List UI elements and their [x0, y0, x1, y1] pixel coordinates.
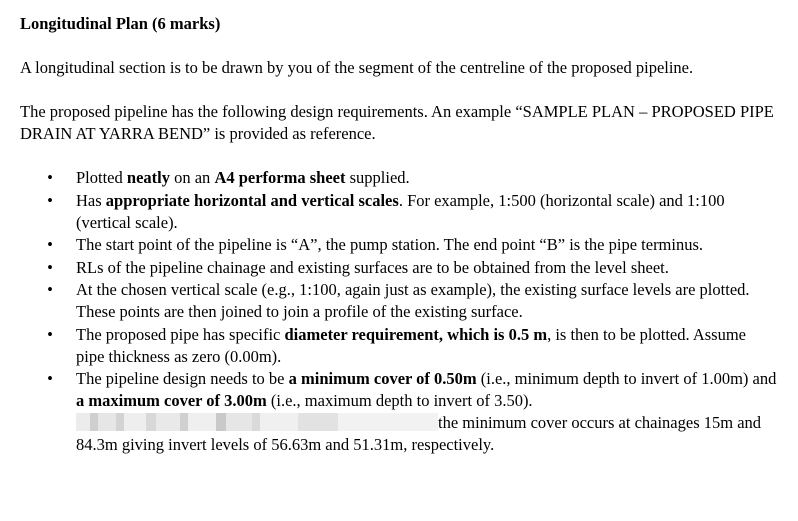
text-run: RLs of the pipeline chainage and existing surfaces are to be obtained from the level sheet.	[76, 257, 669, 277]
bold-run: neatly	[126, 168, 170, 187]
text-run: on an	[169, 168, 215, 187]
bullet-icon: •	[47, 324, 53, 344]
bullet-icon: •	[47, 257, 53, 277]
bullet-icon: •	[47, 369, 53, 388]
intro-paragraph-2: The proposed pipeline has the following design requirements. An example “SAMPLE PLAN – PROPOSED PIPE DRAIN AT YARRA BEND” is provided as reference.	[20, 102, 774, 143]
section-heading: Longitudinal Plan (6 marks)	[20, 14, 221, 33]
list-item	[20, 279, 778, 323]
intro-paragraph-1: A longitudinal section is to be drawn by you of the segment of the centreline of the proposed pipeline.	[20, 58, 694, 77]
text-run: supplied.	[345, 168, 410, 187]
bullet-icon: •	[47, 280, 53, 299]
text-run: The pipeline design needs to be	[76, 369, 289, 388]
list-item	[20, 167, 778, 189]
text-run: Plotted	[76, 168, 127, 187]
text-run: . For example, 1:500 (horizontal scale) and 1:100 (vertical scale).	[76, 190, 725, 232]
bullet-icon: •	[47, 168, 53, 187]
list-item	[20, 190, 778, 234]
text-run: (i.e., minimum depth to invert of 1.00m) and	[476, 369, 777, 388]
bullet-icon: •	[47, 235, 53, 254]
text-run: The proposed pipe has specific	[76, 324, 285, 344]
text-run: , is then to be plotted. Assume pipe thickness as zero (0.00m).	[76, 324, 746, 366]
list-item	[20, 257, 778, 279]
bold-run: appropriate horizontal and vertical scales	[105, 190, 399, 210]
bold-run: diameter requirement, which is 0.5 m	[284, 324, 548, 344]
bold-run: A4 performa sheet	[214, 168, 346, 187]
text-run: The start point of the pipeline is “A”, the pump station. The end point “B” is the pipe terminus.	[76, 235, 704, 254]
bullet-icon: •	[47, 190, 53, 210]
requirements-list	[20, 167, 778, 456]
text-run: Has	[76, 190, 106, 210]
bold-run: a maximum cover of 3.00m	[76, 391, 267, 410]
text-run: At the chosen vertical scale (e.g., 1:100, again just as example), the existing surface levels are plotted. These points are then joined to join a profile of the existing surface.	[76, 280, 750, 321]
list-item	[20, 368, 778, 456]
list-item	[20, 324, 778, 368]
redacted-text-block	[76, 413, 438, 431]
bold-run: a minimum cover of 0.50m	[288, 369, 477, 388]
text-run: the minimum cover occurs at chainages 15m and 84.3m giving invert levels of 56.63m and 51.31m, respectively.	[76, 413, 762, 454]
list-item	[20, 234, 778, 256]
text-run: (i.e., maximum depth to invert of 3.50).	[266, 391, 533, 410]
